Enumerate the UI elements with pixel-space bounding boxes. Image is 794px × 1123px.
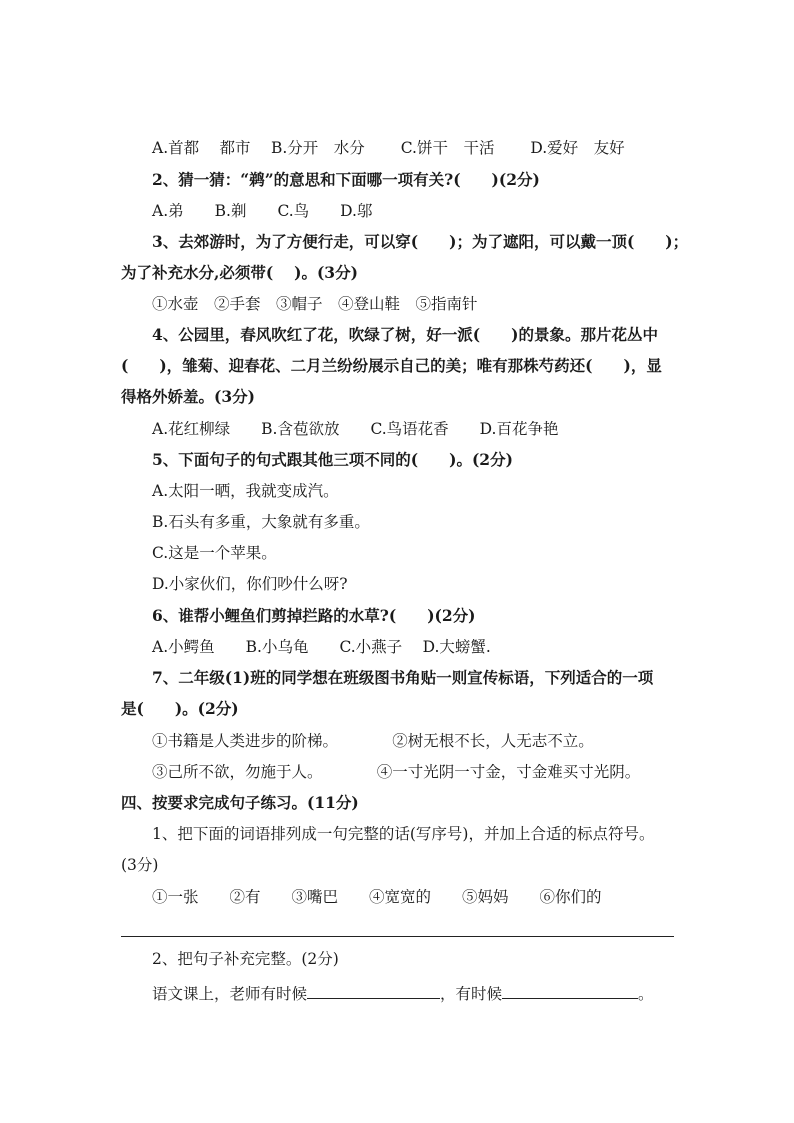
q6-options: A.小鳄鱼 B.小乌龟 C.小燕子 D.大螃蟹.	[152, 638, 491, 656]
q7-question-line1: 7、二年级(1)班的同学想在班级图书角贴一则宣传标语，下列适合的一项	[152, 668, 654, 687]
sentence-part-1: 语文课上，老师有时候	[152, 985, 308, 1003]
sentence-part-3: 。	[638, 985, 654, 1003]
q1-options: A.首都 都市 B.分开 水分 C.饼干 干活 D.爱好 友好	[152, 139, 625, 157]
answer-line[interactable]	[121, 936, 674, 937]
q4-question-line2: ( )，雏菊、迎春花、二月兰纷纷展示自己的美；唯有那株芍药还( )，显	[121, 356, 662, 375]
q2-options: A.弟 B.剃 C.鸟 D.邬	[152, 202, 373, 220]
q5-question: 5、下面句子的句式跟其他三项不同的( )。(2分)	[152, 450, 513, 469]
fill-blank-1[interactable]	[307, 982, 440, 999]
q4-question-line3: 得格外娇羞。(3分)	[121, 387, 255, 406]
q3-question-line1: 3、去郊游时，为了方便行走，可以穿( )；为了遮阳，可以戴一顶( )；	[152, 232, 689, 251]
q6-question: 6、谁帮小鲤鱼们剪掉拦路的水草?( )(2分)	[152, 606, 476, 625]
section-4-heading: 四、按要求完成句子练习。(11分)	[121, 793, 359, 812]
sentence-part-2: ，有时候	[440, 985, 503, 1003]
s4-q1-instruction: 1、把下面的词语排列成一句完整的话(写序号)，并加上合适的标点符号。	[152, 825, 655, 843]
q5-option-d: D.小家伙们，你们吵什么呀?	[152, 575, 348, 593]
q2-question: 2、猜一猜：“鹈”的意思和下面哪一项有关?( )(2分)	[152, 170, 540, 189]
q5-option-c: C.这是一个苹果。	[152, 544, 277, 562]
fill-blank-2[interactable]	[502, 982, 638, 999]
q7-options-row2: ③己所不欲，勿施于人。 ④一寸光阴一寸金，寸金难买寸光阴。	[152, 763, 641, 781]
q5-option-a: A.太阳一晒，我就变成汽。	[152, 482, 339, 500]
q7-options-row1: ①书籍是人类进步的阶梯。 ②树无根不长，人无志不立。	[152, 732, 594, 750]
q4-options: A.花红柳绿 B.含苞欲放 C.鸟语花香 D.百花争艳	[152, 420, 559, 438]
q7-question-line2: 是( )。(2分)	[121, 699, 239, 718]
q4-question-line1: 4、公园里，春风吹红了花，吹绿了树，好一派( )的景象。那片花丛中	[152, 325, 658, 344]
q3-options: ①水壶 ②手套 ③帽子 ④登山鞋 ⑤指南针	[152, 295, 478, 313]
q5-option-b: B.石头有多重，大象就有多重。	[152, 513, 370, 531]
s4-q2-instruction: 2、把句子补充完整。(2分)	[152, 950, 339, 968]
s4-q2-sentence	[152, 982, 654, 1004]
s4-q1-words: ①一张 ②有 ③嘴巴 ④宽宽的 ⑤妈妈 ⑥你们的	[152, 888, 602, 906]
s4-q1-points: (3分)	[121, 856, 159, 874]
q3-question-line2: 为了补充水分,必须带( )。(3分)	[121, 263, 358, 282]
